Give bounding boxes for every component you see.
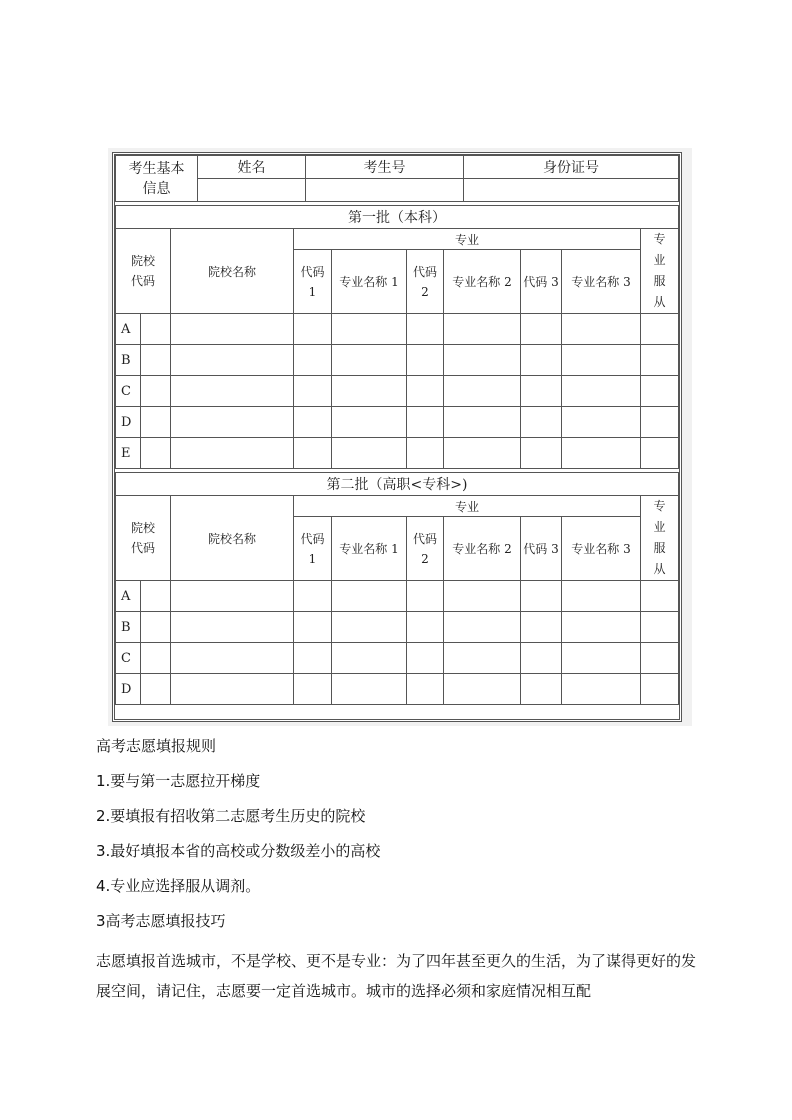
id-no-header: 身份证号 bbox=[464, 156, 679, 179]
batch2-obey-header: 专业服从 bbox=[641, 496, 679, 581]
rule-item: 4.专业应选择服从调剂。 bbox=[96, 877, 261, 895]
rule-item: 2.要填报有招收第二志愿考生历史的院校 bbox=[96, 807, 366, 825]
exam-no-cell[interactable] bbox=[306, 179, 464, 202]
batch1-code1-header: 代码1 bbox=[294, 250, 332, 314]
section-heading: 3高考志愿填报技巧 bbox=[96, 912, 226, 930]
basic-info-label: 考生基本信息 bbox=[116, 156, 198, 202]
batch2-school-code-header: 院校代码 bbox=[116, 496, 171, 581]
batch1-major-name2-header: 专业名称 2 bbox=[444, 250, 521, 314]
application-form bbox=[112, 152, 682, 722]
batch2-code3-header: 代码 3 bbox=[521, 517, 562, 581]
batch1-row-letter: B bbox=[116, 345, 141, 376]
body-paragraph: 志愿填报首选城市，不是学校、更不是专业：为了四年甚至更久的生活，为了谋得更好的发展空间，请记住，志愿要一定首选城市。城市的选择必须和家庭情况相互配 bbox=[96, 952, 697, 1000]
id-no-cell[interactable] bbox=[464, 179, 679, 202]
batch2-major-name1-header: 专业名称 1 bbox=[332, 517, 407, 581]
batch2-title: 第二批（高职<专科>) bbox=[116, 473, 679, 496]
batch1-row-letter: C bbox=[116, 376, 141, 407]
batch1-code3-header: 代码 3 bbox=[521, 250, 562, 314]
batch1-table bbox=[115, 205, 679, 469]
name-header: 姓名 bbox=[198, 156, 306, 179]
batch2-table bbox=[115, 472, 679, 705]
batch2-code1-header: 代码1 bbox=[294, 517, 332, 581]
batch2-row-letter: A bbox=[116, 581, 141, 612]
basic-info-table bbox=[115, 155, 679, 202]
batch1-school-name-header: 院校名称 bbox=[171, 229, 294, 314]
batch2-school-name-header: 院校名称 bbox=[171, 496, 294, 581]
batch2-code2-header: 代码2 bbox=[407, 517, 444, 581]
batch1-row-letter: A bbox=[116, 314, 141, 345]
batch1-title: 第一批（本科） bbox=[116, 206, 679, 229]
batch2-major-header: 专业 bbox=[294, 496, 641, 517]
batch1-code2-header: 代码2 bbox=[407, 250, 444, 314]
batch1-row-letter: E bbox=[116, 438, 141, 469]
article-text bbox=[96, 736, 696, 1006]
batch1-major-header: 专业 bbox=[294, 229, 641, 250]
rule-item: 1.要与第一志愿拉开梯度 bbox=[96, 772, 261, 790]
batch1-school-code-header: 院校代码 bbox=[116, 229, 171, 314]
batch1-obey-header: 专业服从 bbox=[641, 229, 679, 314]
batch1-row-letter: D bbox=[116, 407, 141, 438]
rules-heading: 高考志愿填报规则 bbox=[96, 737, 217, 755]
exam-no-header: 考生号 bbox=[306, 156, 464, 179]
batch2-row-letter: B bbox=[116, 612, 141, 643]
batch2-row-letter: C bbox=[116, 643, 141, 674]
name-cell[interactable] bbox=[198, 179, 306, 202]
batch2-row-letter: D bbox=[116, 674, 141, 705]
batch1-major-name3-header: 专业名称 3 bbox=[562, 250, 641, 314]
batch2-major-name2-header: 专业名称 2 bbox=[444, 517, 521, 581]
rule-item: 3.最好填报本省的高校或分数级差小的高校 bbox=[96, 842, 381, 860]
batch1-major-name1-header: 专业名称 1 bbox=[332, 250, 407, 314]
batch2-major-name3-header: 专业名称 3 bbox=[562, 517, 641, 581]
